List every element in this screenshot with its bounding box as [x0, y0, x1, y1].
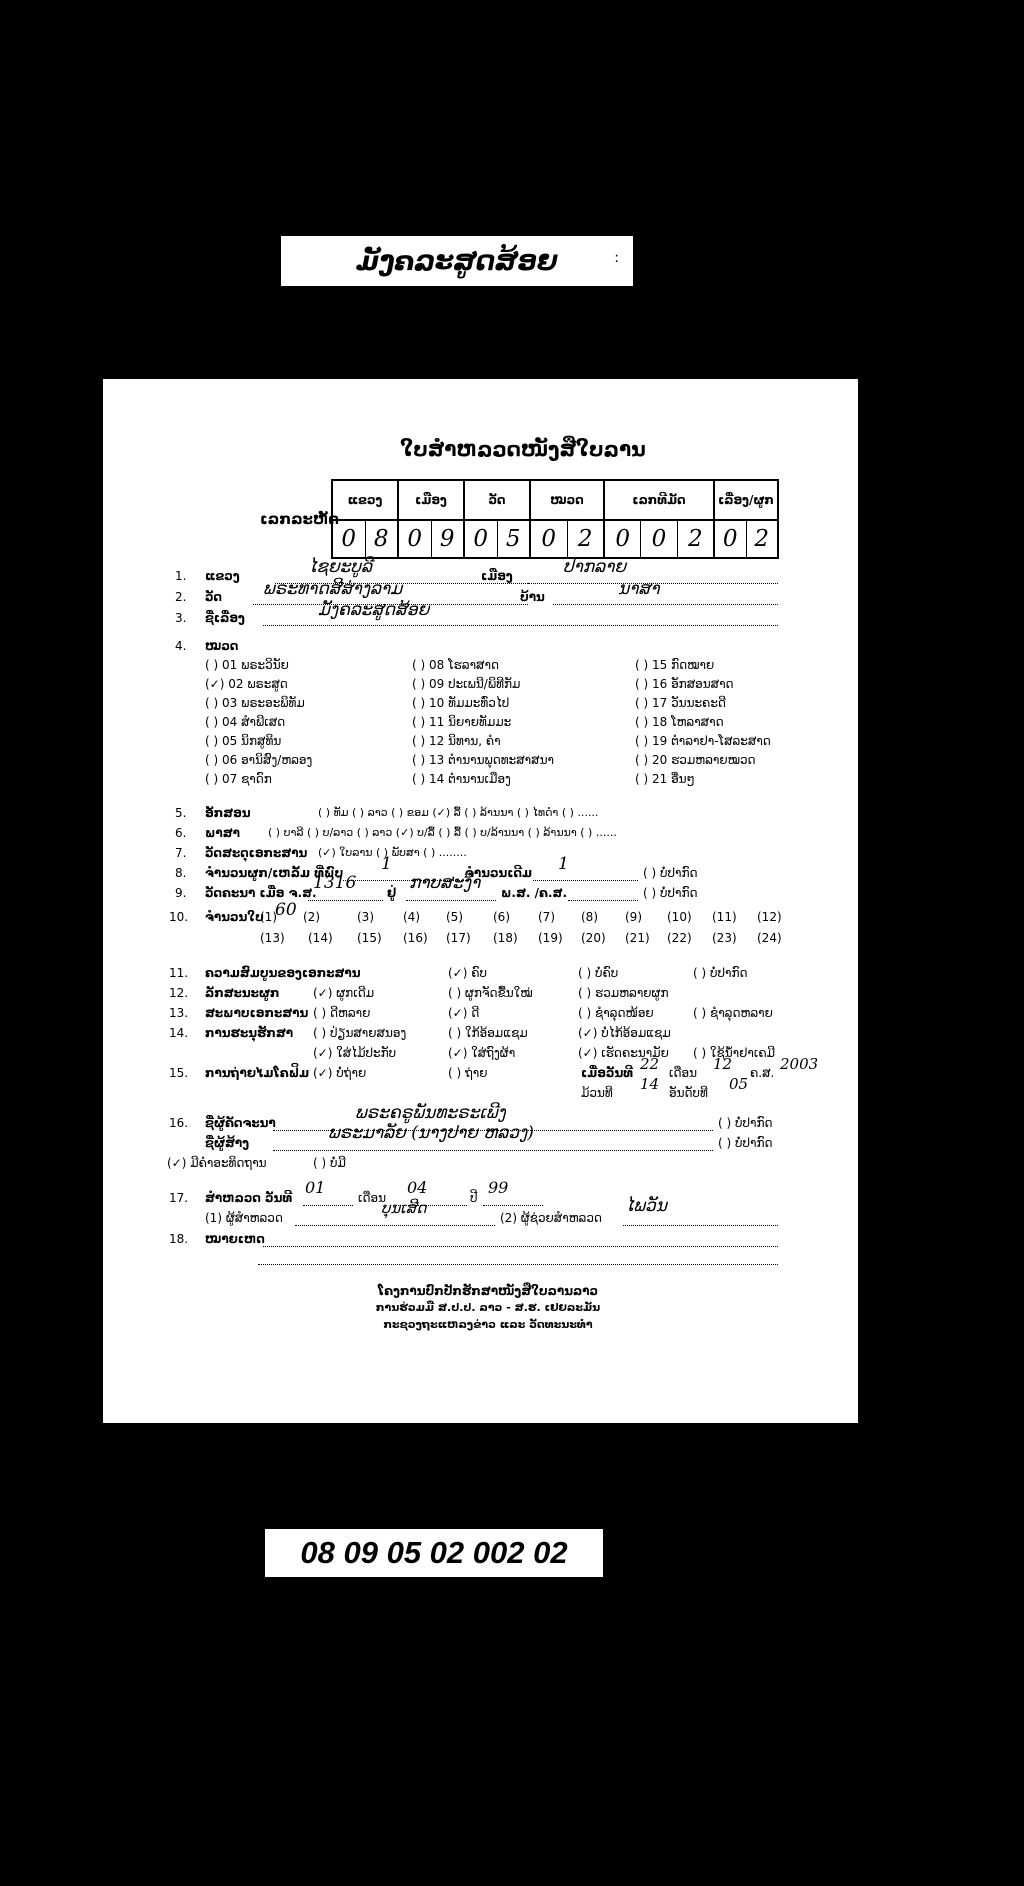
assistant-label: (2) ຜູ້ຊ່ວຍສຳຫລວດ [500, 1211, 602, 1225]
language-options: ( ) ບາລີ ( ) ບ/ລາວ ( ) ລາວ (✓) ບ/ລື້ ( ) ລື້ ( ) ບ/ລ້ານນາ ( ) ລ້ານນາ ( ) ...... [268, 826, 617, 839]
folio-col: (10) [667, 910, 692, 924]
folio-col: (22) [667, 931, 692, 945]
sponsor-value: ພຣະມາລັຍ (ນາງປາຍ ຫລວງ) [328, 1123, 534, 1143]
row9-number: 9. [175, 886, 187, 900]
category-option: ( ) 15 ກົດໝາຍ [635, 658, 715, 672]
folio-col: (3) [357, 910, 374, 924]
footer-cooperation: ການຮ່ວມມື ສ.ປ.ປ. ລາວ - ສ.ຮ. ເຢຍລະມັນ [375, 1301, 601, 1314]
row18-label: ໝາຍເຫດ [205, 1232, 265, 1246]
row6-number: 6. [175, 826, 187, 840]
code-digit: 5 [497, 521, 530, 557]
preservation-option: ( ) ໃກ້ອ້ອມແຊມ [448, 1026, 528, 1040]
footer-ministry: ກະຊວງຖະແຫລງຂ່າວ ແລະ ວັດທະນະທຳ [383, 1318, 593, 1331]
bundle-type-option: ( ) ຜູກຈັດຂື້ນໃໝ່ [448, 986, 533, 1000]
code-cell-district [398, 520, 464, 558]
condition-option: ( ) ດີຫລາຍ [313, 1006, 371, 1020]
row16-not-shown-2: ( ) ບໍ່ປາກົດ [718, 1136, 773, 1150]
place-value: ກາບສະງ້າ [409, 873, 481, 893]
preservation-option: (✓) ໃສ່ຖົງຜ້າ [448, 1046, 516, 1060]
folio-col: (2) [303, 910, 320, 924]
code-header-text-fascicle: ເລື່ອງ/ຜູກ [714, 480, 778, 520]
row11-number: 11. [169, 966, 189, 980]
code-digit: 0 [541, 526, 557, 552]
row4-label: ໝວດ [205, 639, 239, 653]
fascicles-original-value: 1 [558, 854, 569, 874]
survey-form-page [103, 379, 858, 1423]
survey-day-value: 01 [305, 1178, 326, 1197]
row15-number: 15. [169, 1066, 189, 1080]
film-year-label: ຄ.ສ. [750, 1066, 775, 1080]
category-option: ( ) 19 ຕຳລາຢາ-ໂສລະສາດ [635, 734, 771, 748]
category-option: ( ) 13 ຕຳນານພຸດທະສາສນາ [412, 753, 554, 767]
category-option: ( ) 16 ອັກສອນສາດ [635, 677, 734, 691]
row9-line2 [406, 900, 496, 901]
row15-label: ການຖ່າຍໄມໂຄຟິມ [205, 1066, 310, 1080]
film-day-value: 22 [640, 1055, 660, 1073]
folio-col: (4) [403, 910, 420, 924]
survey-year-label: ປີ [470, 1191, 478, 1205]
row2-label: ວັດ [205, 590, 223, 604]
code-cell-monastery [464, 520, 530, 558]
category-option: ( ) 04 ສຳພີເສດ [205, 715, 286, 729]
folio-col: (19) [538, 931, 563, 945]
cs-year-value: 1316 [313, 873, 357, 893]
row1-label2: ເມືອງ [481, 569, 513, 583]
category-option: ( ) 01 ພຣະວິນັຍ [205, 658, 289, 672]
bundle-code: 08 09 05 02 002 02 [300, 1535, 568, 1570]
condition-option: (✓) ດີ [448, 1006, 480, 1020]
preservation-option: ( ) ໃຊ້ນ້ຳຢາເຄມີ [693, 1046, 776, 1060]
condition-option: ( ) ຊຳລຸດຫລາຍ [693, 1006, 773, 1020]
row2-line2 [553, 604, 778, 605]
category-option: ( ) 09 ປະເພນີ/ພິທີກັມ [412, 677, 521, 691]
code-digit: 0 [473, 526, 489, 552]
folio-col: (15) [357, 931, 382, 945]
code-digit: 8 [365, 521, 398, 557]
row5-number: 5. [175, 806, 187, 820]
bundle-title-label [281, 236, 633, 286]
code-header-monastery: ວັດ [464, 480, 530, 520]
preservation-option: (✓) ບໍ່ໄກ້ອ້ອມແຊມ [578, 1026, 671, 1040]
row14-label: ການຮະນຸຮັກສາ [205, 1026, 294, 1040]
row1-number: 1. [175, 569, 187, 583]
folio-col: (13) [260, 931, 285, 945]
footer-project: ໂຄງການປົກປັກຮັກສາໜັງສືໃບລານລາວ [377, 1284, 599, 1298]
category-option: ( ) 11 ນິຍາຍທັມມະ [412, 715, 512, 729]
row9-not-shown: ( ) ບໍ່ປາກົດ [643, 886, 698, 900]
category-option: ( ) 08 ໂຮລາສາດ [412, 658, 499, 672]
monastery-value: ພຣະທາດສີສ່າງລາມ [263, 579, 403, 599]
roll-value: 14 [640, 1075, 660, 1093]
row8-label2: ຈຳນວນເດີມ [465, 866, 533, 880]
category-option: ( ) 12 ນິທານ, ຄຳ [412, 734, 501, 748]
code-header-district: ເມືອງ [398, 480, 464, 520]
category-option: ( ) 17 ວັນນະຄະດີ [635, 696, 726, 710]
row8-label: ຈຳນວນຜູກ/ເຫລັ້ມ ທີ່ພົບ [205, 866, 344, 880]
bundle-code-label [265, 1529, 603, 1577]
row2-label2: ບ້ານ [520, 590, 545, 604]
row3-line [263, 625, 778, 626]
row13-number: 13. [169, 1006, 189, 1020]
folio-col: (9) [625, 910, 642, 924]
category-option: ( ) 18 ໂຫລາສາດ [635, 715, 724, 729]
assistant-line [623, 1225, 778, 1226]
preservation-option: (✓) ໃສ່ໄມ້ປະກັບ [313, 1046, 397, 1060]
row3-number: 3. [175, 611, 187, 625]
folio-col: (8) [581, 910, 598, 924]
folio-col: (16) [403, 931, 428, 945]
wish-option: ( ) ບໍ່ມີ [313, 1156, 346, 1170]
folio-col: (14) [308, 931, 333, 945]
row7-number: 7. [175, 846, 187, 860]
row6-label: ພາສາ [205, 826, 240, 840]
category-option: ( ) 21 ອື່ນໆ [635, 772, 695, 786]
row8-not-shown: ( ) ບໍ່ປາກົດ [643, 866, 698, 880]
preservation-option: ( ) ປ່ຽນສາຍສນອງ [313, 1026, 407, 1040]
category-option: ( ) 07 ຊາດົກ [205, 772, 272, 786]
row16-line2 [273, 1150, 713, 1151]
folio-col: (17) [446, 931, 471, 945]
code-digit: 0 [615, 526, 630, 552]
folio-col: (6) [493, 910, 510, 924]
folio-col: (24) [757, 931, 782, 945]
district-value: ປາກລາຍ [563, 557, 627, 577]
row9-line3 [568, 900, 638, 901]
wish-option: (✓) ມີຄຳອະທິດຖານ [167, 1156, 267, 1170]
folio-col: (12) [757, 910, 782, 924]
row9-label: ວັດຄະນາ ເມື່ອ ຈ.ສ. [205, 886, 317, 900]
film-year-value: 2003 [780, 1055, 819, 1073]
film-month-label: ເດືອນ [669, 1066, 698, 1080]
code-digit: 0 [640, 521, 676, 557]
code-cell-bundle-no [604, 520, 714, 558]
row12-number: 12. [169, 986, 189, 1000]
row5-label: ອັກສອນ [205, 806, 251, 820]
category-option: ( ) 06 ອານິສົງ/ຫລອງ [205, 753, 313, 767]
folio-col: (1) [260, 910, 277, 924]
row14-number: 14. [169, 1026, 189, 1040]
row2-number: 2. [175, 590, 187, 604]
frame-label: ອັນດັບທີ [669, 1086, 708, 1100]
row16-label: ຊື່ຜູ້ຄັດຈະນາ [205, 1116, 276, 1130]
row1-label: ແຂວງ [205, 569, 240, 583]
row3-label: ຊື່ເລື່ອງ [205, 611, 245, 625]
roll-label: ມ້ວນທີ [581, 1086, 613, 1100]
completeness-option: ( ) ບໍ່ປາກົດ [693, 966, 748, 980]
microfilm-option: (✓) ບໍ່ຖ່າຍ [313, 1066, 367, 1080]
code-digit: 2 [677, 521, 713, 557]
row7-label: ວັດສະດຸເອກະສານ [205, 846, 308, 860]
category-option: ( ) 14 ຕຳນານເມືອງ [412, 772, 511, 786]
material-options: (✓) ໃບລານ ( ) ພັບສາ ( ) ........ [318, 846, 467, 859]
code-digit: 2 [746, 521, 778, 557]
preservation-option: (✓) ເຮັດຄະນາມັຍ [578, 1046, 669, 1060]
form-title: ໃບສຳຫລວດໜັງສືໃບລານ [400, 437, 646, 461]
row17-day-line [303, 1205, 353, 1206]
province-value: ໄຊຍະບູລີ [308, 557, 373, 577]
code-digit: 2 [567, 521, 604, 557]
row11-label: ຄວາມສົມບູນຂອງເອກະສານ [205, 966, 361, 980]
row12-label: ລັກສະນະຜູກ [205, 986, 280, 1000]
row18-number: 18. [169, 1232, 189, 1246]
village-value: ນາສາ [618, 579, 660, 599]
category-option: ( ) 20 ຮວມຫລາຍໝວດ [635, 753, 756, 767]
remarks-line-2 [258, 1264, 778, 1265]
remarks-line [263, 1246, 778, 1247]
category-option: ( ) 10 ທັມມະທົ່ວໄປ [412, 696, 510, 710]
row16-not-shown: ( ) ບໍ່ປາກົດ [718, 1116, 773, 1130]
composer-value: ພຣະຄຣູພັນທະຣະເພີງ [355, 1103, 506, 1123]
surveyor-label: (1) ຜູ້ສຳຫລວດ [205, 1211, 283, 1225]
assistant-value: ໄພວັນ [625, 1196, 667, 1216]
category-option: ( ) 03 ພຣະອະພິທັມ [205, 696, 305, 710]
bundle-title: ມັງຄລະສູດສ້ອຍ [356, 245, 558, 277]
completeness-option: (✓) ຄົບ [448, 966, 487, 980]
code-table [331, 479, 779, 559]
folio-col: (20) [581, 931, 606, 945]
bundle-type-option: ( ) ຮວມຫລາຍຜູກ [578, 986, 669, 1000]
row9-line [308, 900, 383, 901]
condition-option: ( ) ຊຳລຸດໜ້ອຍ [578, 1006, 654, 1020]
folio-count-value: 60 [275, 900, 297, 920]
code-header-province: ແຂວງ [332, 480, 398, 520]
film-month-value: 12 [713, 1055, 733, 1073]
category-option: ( ) 05 ນິກສູທິນ [205, 734, 282, 748]
row17-label: ສຳຫລວດ ວັນທີ [205, 1191, 293, 1205]
row9-label2: ຢູ່ [387, 886, 397, 900]
survey-month-value: 04 [407, 1178, 428, 1197]
survey-year-value: 99 [488, 1178, 509, 1197]
row16-label2: ຊື່ຜູ້ສ້າງ [205, 1136, 250, 1150]
row17-year-line [483, 1205, 543, 1206]
completeness-option: ( ) ບໍ່ຄົບ [578, 966, 619, 980]
folio-col: (21) [625, 931, 650, 945]
survey-month-label: ເດືອນ [358, 1191, 387, 1205]
folio-col: (7) [538, 910, 555, 924]
folio-col: (23) [712, 931, 737, 945]
code-cell-category [530, 520, 604, 558]
frame-value: 05 [729, 1075, 749, 1093]
code-digit: 9 [431, 521, 464, 557]
row10-label: ຈຳນວນໃບ [205, 910, 264, 924]
film-date-label: ເມື່ອວັນທີ [581, 1066, 634, 1080]
code-cell-text-fascicle [714, 520, 778, 558]
bundle-type-option: (✓) ຜູກເດີມ [313, 986, 375, 1000]
folio-col: (18) [493, 931, 518, 945]
code-digit: 0 [407, 526, 423, 552]
code-label: ເລກລະຫັດ [260, 510, 340, 528]
row10-number: 10. [169, 910, 189, 924]
label-dots: : [614, 250, 619, 266]
script-options: ( ) ທັມ ( ) ລາວ ( ) ຂອມ (✓) ລື້ ( ) ລ້ານນາ ( ) ໄທດຳ ( ) ...... [318, 806, 599, 819]
surveyor-value: ບຸນເສີດ [381, 1199, 427, 1217]
category-option-selected: (✓) 02 ພຣະສູດ [205, 677, 288, 691]
row9-label3: ພ.ສ. /ຄ.ສ. [501, 886, 568, 900]
folio-col: (11) [712, 910, 737, 924]
code-digit: 0 [341, 526, 357, 552]
microfilm-option: ( ) ຖ່າຍ [448, 1066, 488, 1080]
code-cell-province [332, 520, 398, 558]
code-header-bundle-no: ເລກທີມັດ [604, 480, 714, 520]
row8-number: 8. [175, 866, 187, 880]
row8-line2 [533, 880, 638, 881]
folio-col: (5) [446, 910, 463, 924]
row13-label: ສະພາບເອກະສານ [205, 1006, 309, 1020]
surveyor-line [295, 1225, 495, 1226]
row16-number: 16. [169, 1116, 189, 1130]
code-digit: 0 [722, 526, 738, 552]
code-header-category: ໝວດ [530, 480, 604, 520]
fascicles-found-value: 1 [381, 854, 392, 874]
text-title-value: ມັງຄລະສູດສ້ອຍ [318, 600, 430, 620]
row17-number: 17. [169, 1191, 189, 1205]
row4-number: 4. [175, 639, 187, 653]
